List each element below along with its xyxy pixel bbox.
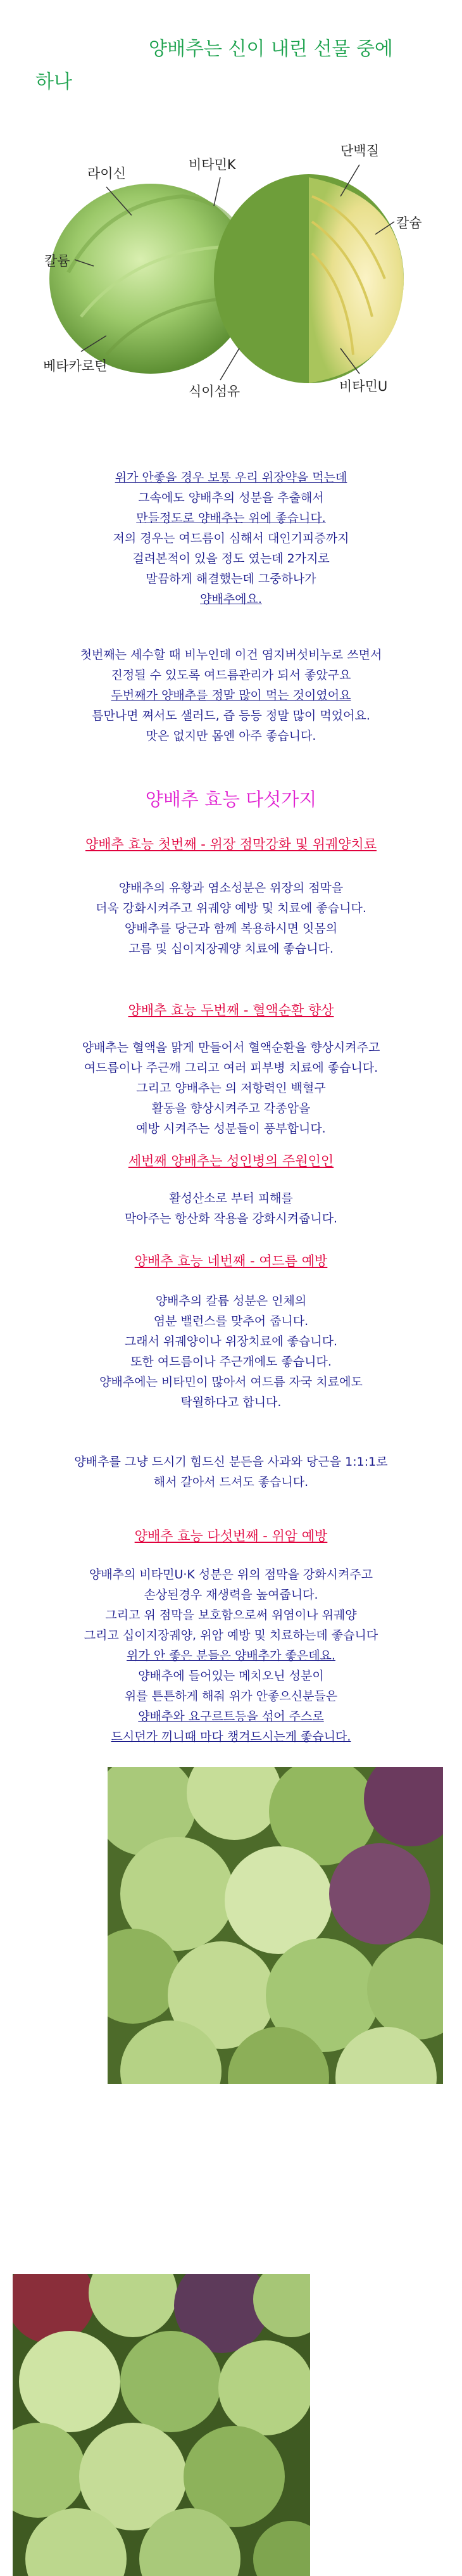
effect-4-body — [38, 1291, 424, 1412]
effect-2-line: 예방 시켜주는 성분들이 풍부합니다. — [136, 1122, 326, 1136]
cabbage-nutrient-illustration — [30, 127, 435, 418]
story-line: 틈만나면 쪄서도 샐러드, 즙 등등 정말 많이 먹었어요. — [92, 709, 370, 723]
effect-1-body — [38, 878, 424, 959]
label-lysine: 라이신 — [87, 166, 126, 181]
effect-4-tip — [38, 1452, 424, 1492]
effects-title: 양배추 효능 다섯가지 — [145, 789, 317, 810]
effect-1-line: 고름 및 십이지장궤양 치료에 좋습니다. — [128, 942, 334, 956]
label-calcium: 칼슘 — [396, 215, 422, 231]
effect-5-line: 위를 튼튼하게 해줘 위가 안좋으신분들은 — [124, 1689, 338, 1703]
mixed-cabbage-image — [13, 2274, 310, 2576]
label-dietary-fiber: 식이섬유 — [189, 384, 240, 399]
effect-2-line: 여드름이나 주근깨 그리고 여러 피부병 치료에 좋습니다. — [84, 1061, 378, 1075]
effect-5-body — [38, 1564, 424, 1747]
tip-line: 양배추를 그냥 드시기 힘드신 분든을 사과와 당근을 1:1:1로 — [74, 1455, 388, 1469]
effect-1-line: 양배추의 유황과 염소성분은 위장의 점막을 — [118, 881, 344, 895]
cabbage-pile-image — [108, 1767, 443, 2084]
effect-2-body — [38, 1037, 424, 1139]
effect-5-line: 손상된경우 재생력을 높여줍니다. — [144, 1588, 318, 1602]
effect-4-heading: 양배추 효능 네번째 - 여드름 예방 — [134, 1253, 328, 1269]
intro-line: 저의 경우는 여드름이 심해서 대인기피증까지 — [113, 531, 349, 545]
effect-4-line: 그래서 위궤양이나 위장치료에 좋습니다. — [124, 1335, 338, 1348]
effect-4-line: 양배추에는 비타민이 많아서 여드름 자국 치료에도 — [99, 1375, 363, 1389]
intro-line: 그속에도 양배추의 성분을 추출해서 — [138, 491, 324, 505]
effect-4-line: 또한 여드름이나 주근개에도 좋습니다. — [130, 1355, 332, 1369]
effect-5-line: 위가 안 좋은 분들은 양배추가 좋은데요. — [127, 1649, 335, 1663]
title-line-1: 양배추는 신이 내린 선물 중에 — [149, 38, 393, 60]
intro-line: 위가 안좋을 경우 보통 우리 위장약을 먹는데 — [115, 471, 347, 485]
effect-5-line: 양배추의 비타민U·K 성분은 위의 점막을 강화시켜주고 — [89, 1568, 373, 1582]
effect-4-line: 염분 밸런스를 맞추어 줍니다. — [153, 1314, 309, 1328]
effect-2-line: 양배추는 혈액을 맑게 만들어서 혈액순환을 향상시켜주고 — [82, 1041, 380, 1055]
effect-1-line: 양배추를 당근과 함께 복용하시면 잇몸의 — [124, 922, 338, 936]
label-vitamin-k: 비타민K — [189, 157, 236, 172]
effect-3-line: 활성산소로 부터 피해를 — [169, 1191, 293, 1205]
label-potassium: 칼륨 — [44, 253, 70, 269]
cabbage-pile-photo — [13, 2274, 310, 2576]
effect-1-line: 더욱 강화시켜주고 위궤양 예방 및 치료에 좋습니다. — [96, 901, 366, 915]
cabbage-market-photo — [108, 1767, 443, 2084]
story-line: 첫번째는 세수할 때 비누인데 이건 염지버섯비누로 쓰면서 — [80, 648, 382, 662]
effect-2-heading: 양배추 효능 두번째 - 혈액순환 향상 — [128, 1003, 334, 1018]
effect-2-line: 그리고 양배추는 의 저항력인 백혈구 — [136, 1081, 326, 1095]
intro-paragraph — [38, 467, 424, 609]
effect-3-body — [38, 1188, 424, 1229]
effect-5-line: 양배추에 들어있는 메치오닌 성분이 — [138, 1669, 324, 1683]
effect-5-line: 양배추와 요구르트등을 섞어 주스로 — [138, 1710, 324, 1723]
effect-2-line: 활동을 향상시켜주고 각종암을 — [151, 1101, 311, 1115]
effect-5-line: 그리고 위 점막을 보호함으로써 위염이나 위궤양 — [105, 1608, 357, 1622]
story-line: 맛은 없지만 몸엔 아주 좋습니다. — [146, 729, 316, 743]
story-line: 두번째가 양배추를 정말 많이 먹는 것이였어요 — [111, 688, 351, 702]
story-paragraph — [38, 645, 424, 746]
story-line: 진정될 수 있도록 여드름관리가 되서 좋았구요 — [111, 668, 351, 682]
label-beta-carotene: 베타카로틴 — [43, 358, 108, 374]
label-protein: 단백질 — [340, 143, 379, 158]
effect-5-line: 그리고 십이지장궤양, 위암 예방 및 치료하는데 좋습니다 — [84, 1628, 378, 1642]
intro-line: 만들정도로 양배추는 위에 좋습니다. — [136, 511, 326, 525]
effect-4-line: 탁월하다고 합니다. — [180, 1395, 282, 1409]
intro-line: 양배추에요. — [200, 592, 262, 606]
effect-3-heading: 세번째 양배추는 성인병의 주원인인 — [128, 1153, 334, 1169]
tip-line: 해서 갈아서 드셔도 좋습니다. — [153, 1475, 309, 1489]
intro-line: 말끔하게 해결했는데 그중하나가 — [146, 572, 316, 586]
label-vitamin-u: 비타민U — [339, 379, 388, 394]
effect-5-heading: 양배추 효능 다섯번째 - 위암 예방 — [134, 1528, 328, 1544]
effect-1-heading: 양배추 효능 첫번째 - 위장 점막강화 및 위궤양치료 — [85, 837, 377, 852]
post-title — [0, 33, 462, 99]
title-line-2: 하나 — [35, 71, 72, 93]
effect-5-line: 드시던가 끼니때 마다 챙겨드시는게 좋습니다. — [111, 1730, 351, 1744]
intro-line: 걸려본적이 있을 정도 였는데 2가지로 — [132, 552, 330, 566]
effect-3-line: 막아주는 항산화 작용을 강화시켜줍니다. — [124, 1212, 338, 1226]
effect-4-line: 양배추의 칼륨 성분은 인체의 — [155, 1294, 307, 1308]
